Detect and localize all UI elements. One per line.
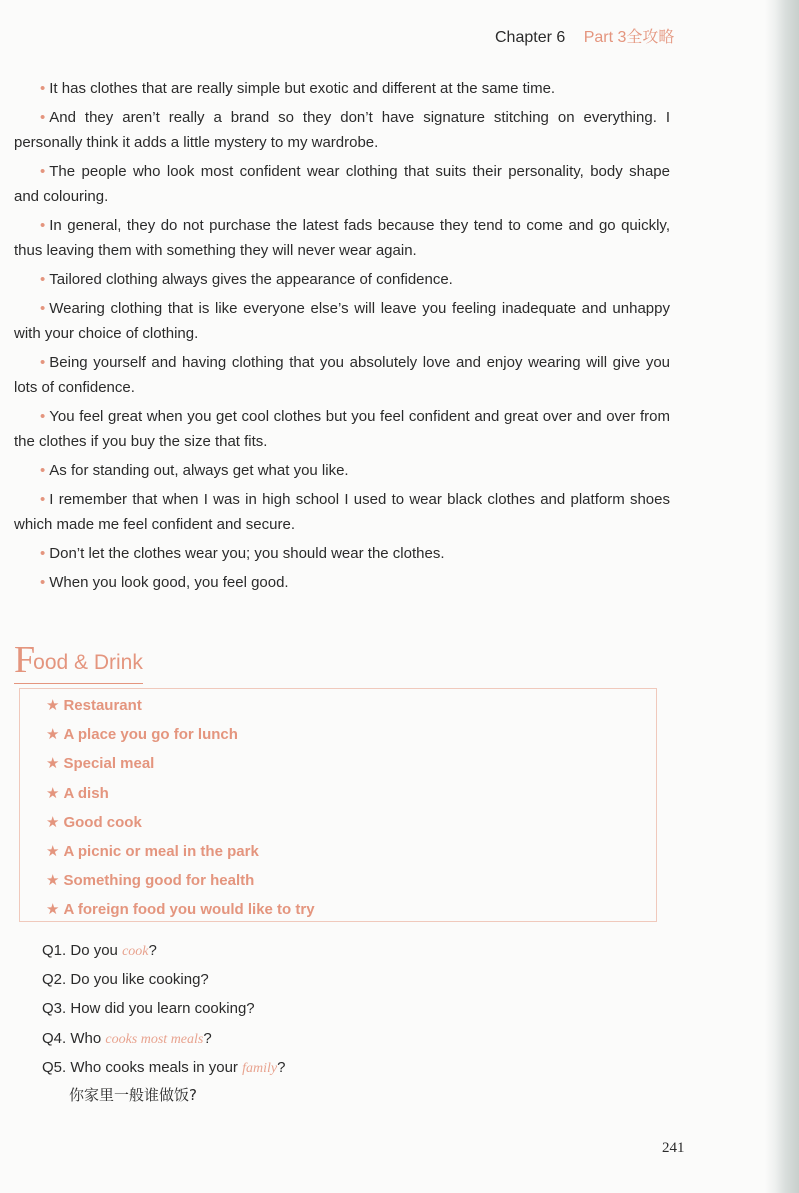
bullet-text: Tailored clothing always gives the appearance of confidence.	[49, 271, 453, 288]
bullet-dot: •	[40, 462, 46, 479]
star-icon: ★	[46, 901, 60, 919]
question-item	[42, 1057, 285, 1086]
question-item	[42, 969, 285, 998]
section-title-text: ood & Drink	[33, 651, 143, 674]
bullet-paragraph	[14, 105, 670, 155]
bullet-dot: •	[40, 271, 46, 288]
topic-list	[20, 689, 656, 930]
star-icon: ★	[46, 872, 60, 890]
bullet-dot: •	[40, 109, 46, 126]
topic-box	[19, 688, 657, 922]
topic-label: A foreign food you would like to try	[63, 901, 315, 919]
topic-label: A dish	[63, 784, 109, 802]
question-end: ?	[277, 1058, 286, 1076]
topic-label: Special meal	[63, 755, 155, 773]
bullet-paragraph	[14, 76, 670, 101]
question-item	[42, 1028, 285, 1057]
star-icon: ★	[46, 813, 60, 831]
bullet-paragraph	[14, 487, 670, 537]
bullet-dot: •	[40, 217, 46, 234]
question-text: Who	[70, 1029, 106, 1047]
question-text: Do you	[70, 942, 123, 959]
bullet-text: And they aren’t really a brand so they don’t have signature stitching on everything. I personally think it adds a little mystery to my wardrobe.	[14, 109, 670, 151]
star-icon: ★	[46, 784, 60, 802]
topic-label: A place you go for lunch	[63, 726, 238, 744]
bullet-dot: •	[40, 354, 46, 371]
bullet-paragraph	[14, 570, 670, 595]
question-item	[42, 998, 285, 1027]
question-number: Q1.	[42, 942, 67, 959]
section-title-initial: F	[14, 639, 34, 681]
bullet-paragraph	[14, 404, 670, 454]
bullet-dot: •	[40, 163, 46, 180]
topic-label: Something good for health	[63, 872, 255, 890]
bullet-text: Wearing clothing that is like everyone else’s will leave you feeling inadequate and unhappy with your choice of clothing.	[14, 300, 670, 342]
running-header	[495, 24, 674, 47]
question-keyword: cook	[122, 944, 149, 959]
bullet-paragraph	[14, 350, 670, 400]
page-number: 241	[662, 1140, 685, 1156]
chapter-label: Chapter 6	[495, 29, 566, 46]
question-end: ?	[203, 1029, 212, 1047]
bullet-paragraph	[14, 159, 670, 209]
bullet-text: When you look good, you feel good.	[49, 574, 289, 591]
question-number: Q2.	[42, 971, 67, 989]
bullet-text: As for standing out, always get what you like.	[49, 462, 349, 479]
question-keyword: cooks most meals	[105, 1031, 204, 1047]
star-icon: ★	[46, 726, 60, 744]
bullet-text: Being yourself and having clothing that you absolutely love and enjoy wearing will give you lots of confidence.	[14, 354, 670, 396]
bullet-text: Don’t let the clothes wear you; you should wear the clothes.	[49, 545, 445, 562]
bullet-paragraph	[14, 213, 670, 263]
topic-label: A picnic or meal in the park	[63, 842, 259, 860]
bullet-dot: •	[40, 491, 46, 508]
question-end: ?	[148, 942, 157, 959]
bullet-list	[14, 76, 670, 599]
topic-item	[46, 725, 656, 754]
star-icon: ★	[46, 697, 60, 714]
bullet-paragraph	[14, 458, 670, 483]
topic-item	[46, 842, 656, 871]
topic-item	[46, 784, 656, 813]
star-icon: ★	[46, 842, 60, 860]
question-number: Q3.	[42, 1000, 67, 1018]
bullet-paragraph	[14, 541, 670, 566]
bullet-paragraph	[14, 296, 670, 346]
question-text: Who cooks meals in your	[70, 1058, 243, 1076]
question-list	[42, 940, 285, 1106]
topic-label: Restaurant	[63, 697, 142, 714]
page-edge-shadow	[765, 0, 799, 1193]
section-title	[14, 638, 143, 684]
bullet-text: It has clothes that are really simple but exotic and different at the same time.	[49, 80, 556, 97]
topic-item	[46, 900, 656, 929]
bullet-dot: •	[40, 574, 46, 591]
topic-item	[46, 871, 656, 900]
bullet-text: I remember that when I was in high school I used to wear black clothes and platform shoes which made me feel confident and secure.	[14, 491, 670, 533]
bullet-dot: •	[40, 300, 46, 317]
bullet-dot: •	[40, 80, 46, 97]
bullet-dot: •	[40, 545, 46, 562]
topic-label: Good cook	[63, 813, 142, 831]
question-item	[42, 940, 285, 969]
bullet-dot: •	[40, 408, 46, 425]
bullet-text: You feel great when you get cool clothes but you feel confident and great over and over from the clothes if you buy the size that fits.	[14, 408, 670, 450]
question-text: Do you like cooking?	[70, 971, 209, 989]
question-number: Q5.	[42, 1058, 67, 1076]
topic-item	[46, 696, 656, 725]
bullet-text: In general, they do not purchase the latest fads because they tend to come and go quickly, thus leaving them with something they will never wear again.	[14, 217, 670, 259]
topic-item	[46, 754, 656, 783]
topic-item	[46, 813, 656, 842]
chinese-translation: 你家里一般谁做饭?	[69, 1085, 197, 1104]
bullet-paragraph	[14, 267, 670, 292]
question-keyword: family	[242, 1060, 278, 1076]
bullet-text: The people who look most confident wear clothing that suits their personality, body shape and colouring.	[14, 163, 670, 205]
question-number: Q4.	[42, 1029, 67, 1047]
star-icon: ★	[46, 755, 60, 773]
part-label: Part 3全攻略	[583, 29, 675, 46]
question-text: How did you learn cooking?	[70, 1000, 255, 1018]
